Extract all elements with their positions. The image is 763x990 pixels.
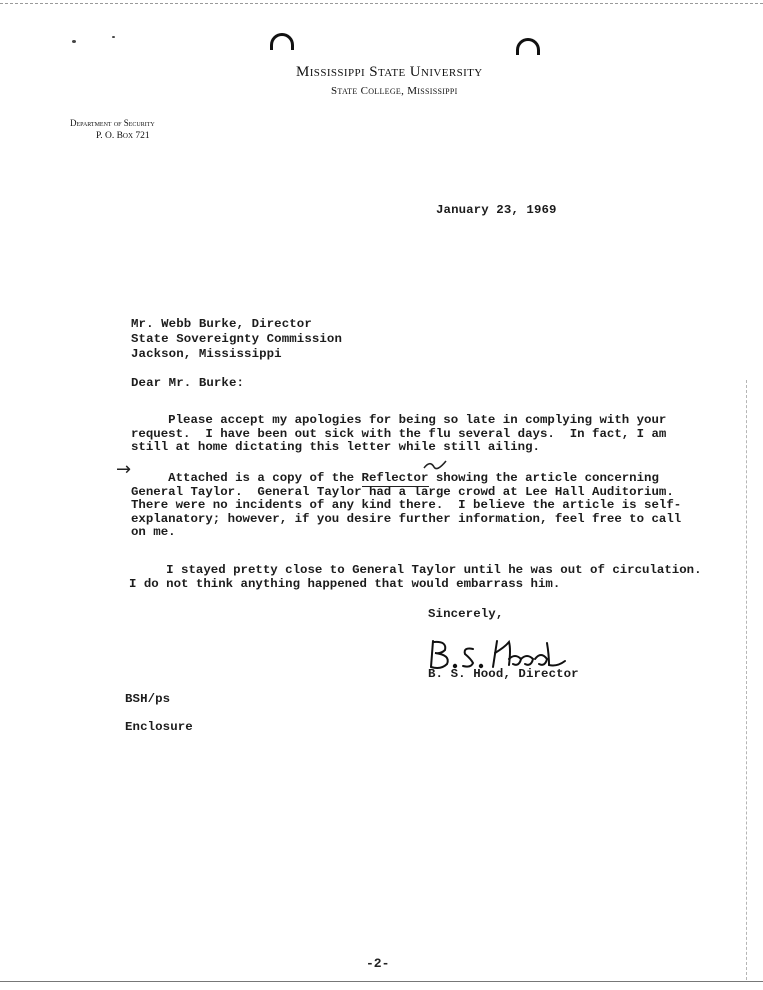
binder-hole-right-icon [516, 38, 540, 55]
letterhead-university: Mississippi State University [296, 64, 483, 80]
paragraph-1-line: Please accept my apologies for being so late in complying with your [131, 413, 667, 427]
margin-arrow-icon: → [116, 459, 132, 480]
paragraph-2-line: There were no incidents of any kind there. I believe the article is self- [131, 498, 682, 512]
paragraph-1-line: request. I have been out sick with the flu several days. In fact, I am [131, 426, 667, 441]
paragraph-3 [129, 564, 729, 591]
recipient-line-2: State Sovereignty Commission [131, 332, 342, 346]
letterhead-location: State College, Mississippi [331, 85, 458, 97]
speck [112, 36, 115, 38]
salutation: Dear Mr. Burke: [131, 376, 245, 390]
closing: Sincerely, [428, 607, 504, 621]
perforation-right [746, 380, 747, 980]
paragraph-3-line: I do not think anything happened that would embarrass him. [129, 576, 561, 591]
paragraph-2-line: explanatory; however, if you desire further information, feel free to call [131, 511, 682, 526]
page-bottom-edge [0, 981, 763, 982]
department-name: Department of Security [70, 118, 155, 128]
paragraph-2-line: on me. [131, 525, 176, 539]
paragraph-1 [131, 414, 731, 455]
paragraph-2-line: General Taylor. General Taylor had a large crowd at Lee Hall Auditorium. [131, 484, 674, 499]
recipient-line-3: Jackson, Mississippi [131, 347, 282, 361]
reflector-underline [362, 486, 429, 487]
enclosure-note: Enclosure [125, 720, 193, 734]
binder-hole-left-icon [270, 33, 294, 50]
typist-initials: BSH/ps [125, 692, 171, 706]
recipient-line-1: Mr. Webb Burke, Director [131, 317, 312, 331]
department-block [70, 117, 240, 143]
speck [72, 40, 76, 43]
page-number: -2- [366, 956, 390, 971]
paragraph-1-line: still at home dictating this letter while still ailing. [131, 440, 540, 454]
department-box: P. O. Box 721 [96, 131, 150, 141]
signer-name-title: B. S. Hood, Director [428, 667, 579, 681]
paragraph-2-line: Attached is a copy of the Reflector showing the article concerning [131, 471, 659, 485]
perforation-top [0, 3, 763, 4]
letter-date: January 23, 1969 [436, 203, 557, 217]
paragraph-3-line: I stayed pretty close to General Taylor until he was out of circulation. [129, 563, 702, 577]
recipient-address [131, 317, 342, 362]
paragraph-2 [131, 472, 731, 540]
